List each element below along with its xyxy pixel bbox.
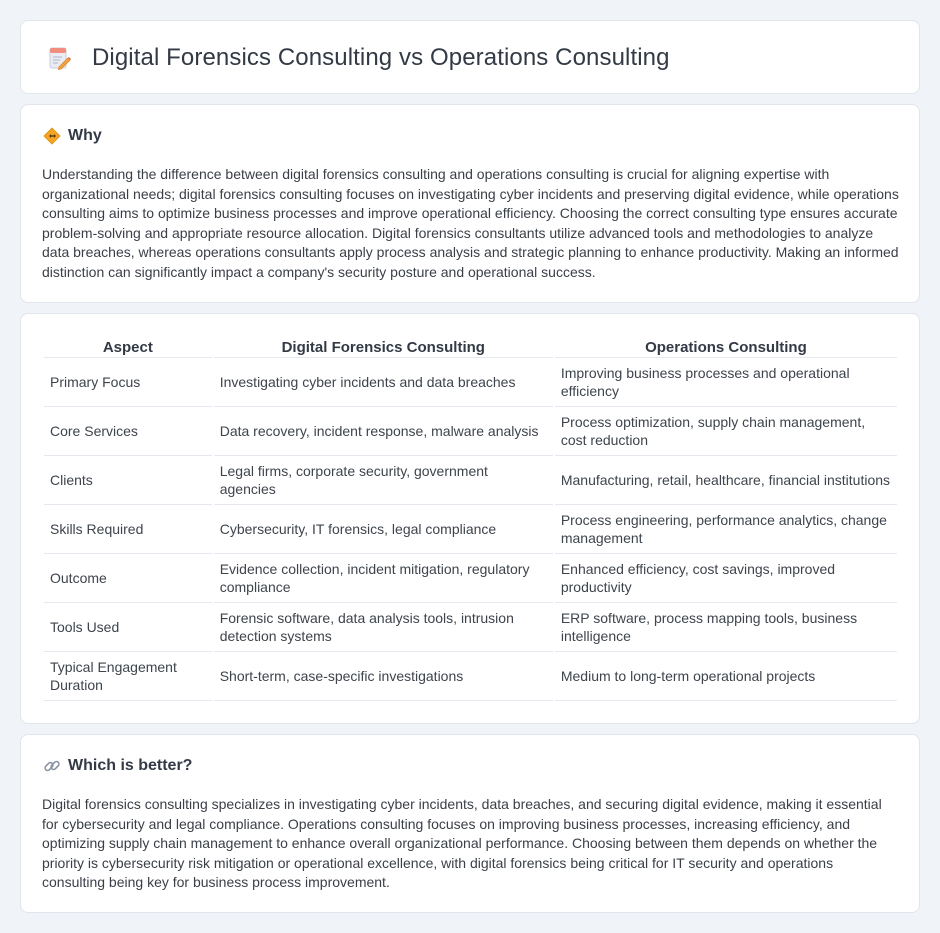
table-row bbox=[44, 554, 897, 603]
header-digital-forensics: Digital Forensics Consulting bbox=[214, 334, 553, 358]
cell-aspect: Tools Used bbox=[44, 603, 212, 652]
header-operations: Operations Consulting bbox=[555, 334, 897, 358]
cell-digital-forensics: Evidence collection, incident mitigation, regulatory compliance bbox=[214, 554, 553, 603]
comparison-card bbox=[20, 313, 920, 724]
cell-aspect: Outcome bbox=[44, 554, 212, 603]
cell-digital-forensics: Legal firms, corporate security, government agencies bbox=[214, 456, 553, 505]
cell-digital-forensics: Cybersecurity, IT forensics, legal compliance bbox=[214, 505, 553, 554]
better-paragraph: Digital forensics consulting specializes in investigating cyber incidents, data breaches, and securing digital evidence, making it essential for cybersecurity and legal compliance. Operations consulting focuses on improving business processes, increasing efficiency, and optimizing supply chain management to enhance overall organizational performance. Choosing between them depends on whether the priority is cybersecurity risk mitigation or operational excellence, with digital forensics being critical for IT security and operations consulting being key for business process improvement. bbox=[42, 796, 882, 890]
cell-operations: Process optimization, supply chain management, cost reduction bbox=[555, 407, 897, 456]
why-heading: Why bbox=[68, 127, 102, 144]
diamond-signal-icon bbox=[43, 127, 61, 145]
page-title: Digital Forensics Consulting vs Operations Consulting bbox=[92, 44, 670, 71]
cell-operations: ERP software, process mapping tools, business intelligence bbox=[555, 603, 897, 652]
cell-operations: Process engineering, performance analytics, change management bbox=[555, 505, 897, 554]
title-card bbox=[20, 20, 920, 94]
table-row bbox=[44, 456, 897, 505]
table-row bbox=[44, 652, 897, 701]
cell-aspect: Typical Engagement Duration bbox=[44, 652, 212, 701]
link-icon bbox=[43, 757, 61, 775]
table-header-row bbox=[44, 334, 897, 358]
cell-digital-forensics: Forensic software, data analysis tools, intrusion detection systems bbox=[214, 603, 553, 652]
why-paragraph: Understanding the difference between digital forensics consulting and operations consulting is crucial for aligning expertise with organizational needs; digital forensics consulting focuses on investigating cyber incidents and preserving digital evidence, while operations consulting aims to optimize business processes and improve operational efficiency. Choosing the correct consulting type ensures accurate problem-solving and appropriate resource allocation. Digital forensics consultants utilize advanced tools and methodologies to analyze data breaches, whereas operations consultants apply process analysis and strategic planning to enhance productivity. Making an informed distinction can significantly impact a company's security posture and operational success. bbox=[42, 166, 899, 280]
cell-digital-forensics: Short-term, case-specific investigations bbox=[214, 652, 553, 701]
title-row bbox=[46, 44, 670, 72]
table-row bbox=[44, 603, 897, 652]
cell-aspect: Skills Required bbox=[44, 505, 212, 554]
cell-operations: Medium to long-term operational projects bbox=[555, 652, 897, 701]
which-better-section bbox=[20, 734, 920, 913]
table-row bbox=[44, 358, 897, 407]
why-section bbox=[20, 104, 920, 303]
better-header bbox=[43, 757, 192, 775]
cell-aspect: Clients bbox=[44, 456, 212, 505]
document-edit-icon bbox=[46, 45, 72, 71]
cell-operations: Enhanced efficiency, cost savings, improved productivity bbox=[555, 554, 897, 603]
cell-operations: Manufacturing, retail, healthcare, financial institutions bbox=[555, 456, 897, 505]
cell-aspect: Primary Focus bbox=[44, 358, 212, 407]
header-aspect: Aspect bbox=[44, 334, 212, 358]
comparison-table bbox=[42, 334, 899, 701]
cell-operations: Improving business processes and operational efficiency bbox=[555, 358, 897, 407]
why-header bbox=[43, 127, 102, 145]
cell-digital-forensics: Data recovery, incident response, malware analysis bbox=[214, 407, 553, 456]
better-heading: Which is better? bbox=[68, 757, 193, 774]
cell-digital-forensics: Investigating cyber incidents and data breaches bbox=[214, 358, 553, 407]
cell-aspect: Core Services bbox=[44, 407, 212, 456]
table-row bbox=[44, 505, 897, 554]
table-row bbox=[44, 407, 897, 456]
